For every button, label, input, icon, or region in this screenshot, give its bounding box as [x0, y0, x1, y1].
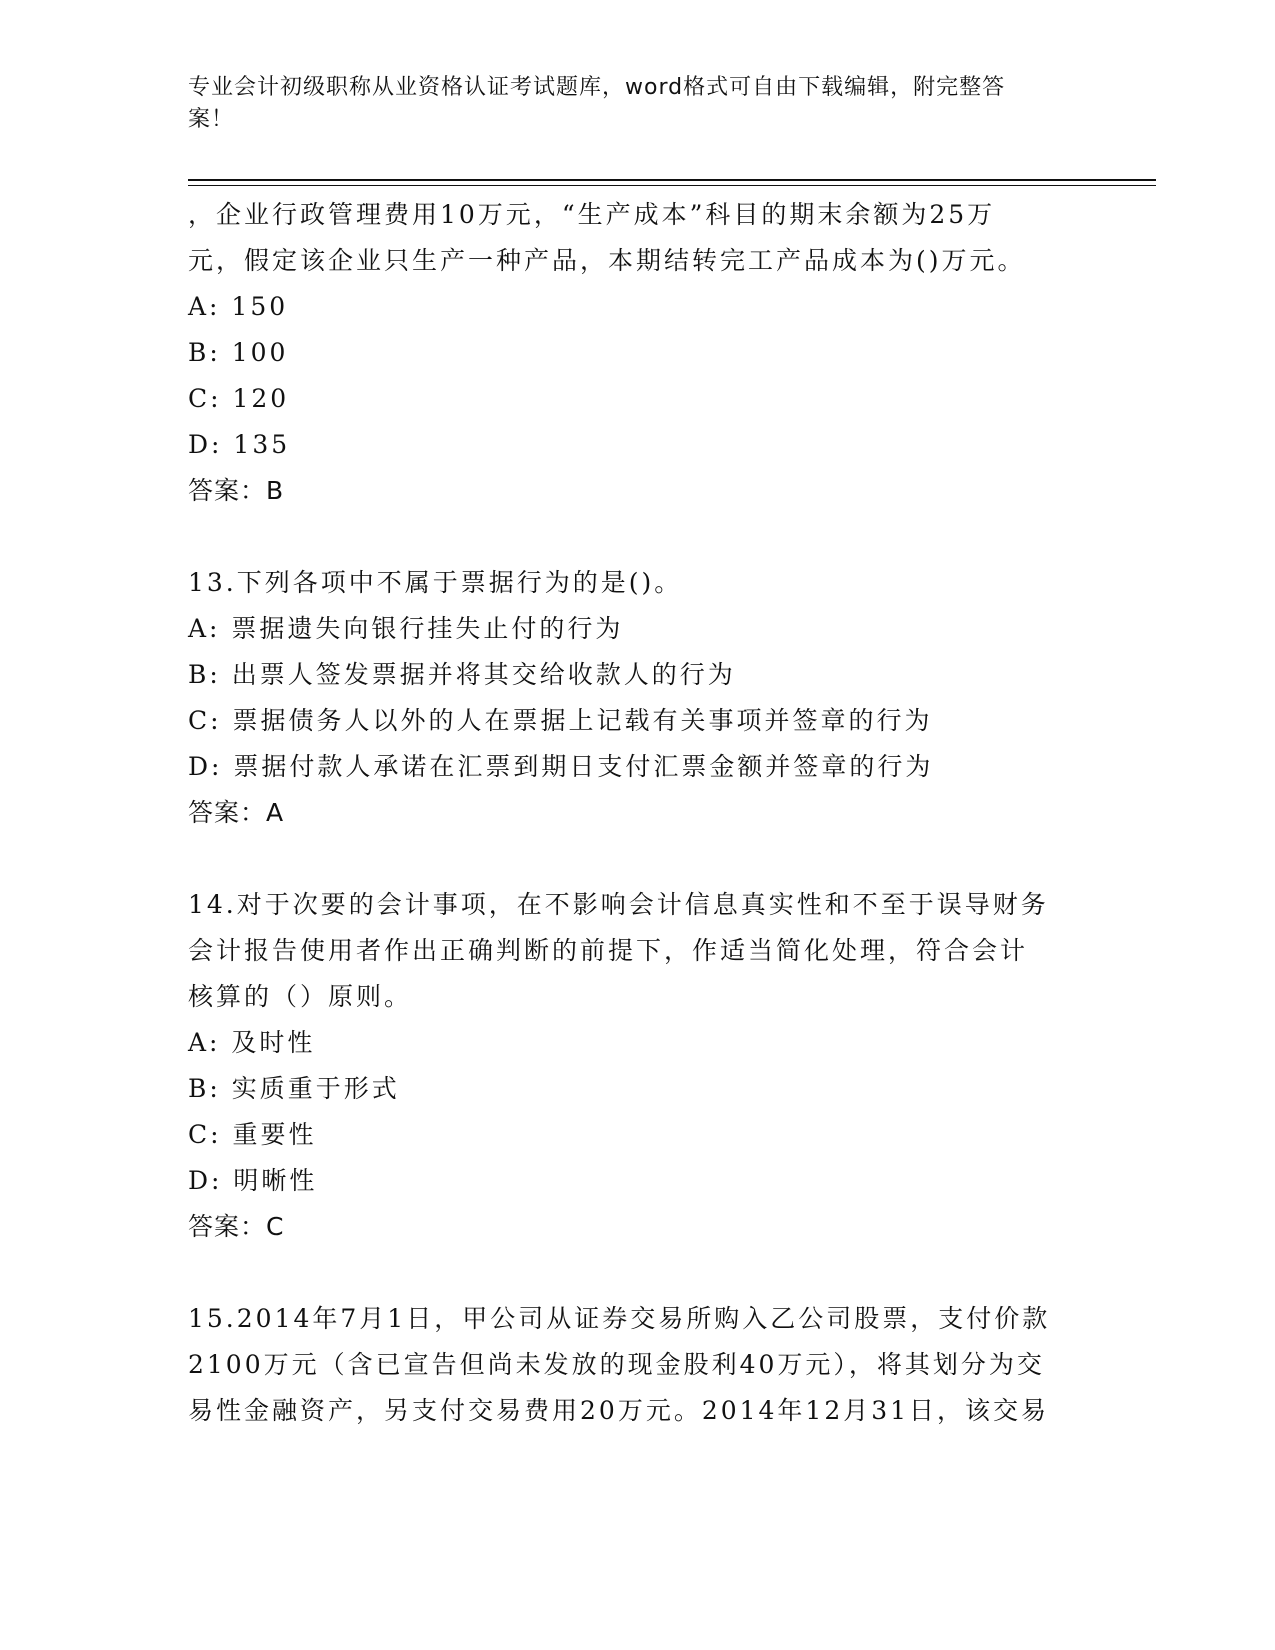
answer-line: 答案：A — [188, 798, 285, 827]
spacer — [188, 1250, 1088, 1296]
header-divider-thin — [188, 185, 1156, 186]
question-14 — [188, 882, 1088, 1250]
header-line-2: 案！ — [188, 107, 235, 132]
question-stem-line: 13.下列各项中不属于票据行为的是()。 — [188, 568, 683, 597]
header-divider-thick — [188, 179, 1156, 181]
option-b: B: 100 — [188, 338, 289, 367]
question-stem-line: ，企业行政管理费用10万元，“生产成本”科目的期末余额为25万 — [188, 200, 996, 229]
option-c: C: 重要性 — [188, 1120, 317, 1149]
option-a: A: 及时性 — [188, 1028, 316, 1057]
question-stem-line: 元，假定该企业只生产一种产品，本期结转完工产品成本为()万元。 — [188, 246, 1026, 275]
spacer — [188, 514, 1088, 560]
option-d: D: 票据付款人承诺在汇票到期日支付汇票金额并签章的行为 — [188, 752, 934, 781]
question-stem-line: 15.2014年7月1日，甲公司从证券交易所购入乙公司股票，支付价款 — [188, 1304, 1051, 1333]
answer-line: 答案：B — [188, 476, 285, 505]
option-b: B: 出票人签发票据并将其交给收款人的行为 — [188, 660, 736, 689]
document-header — [188, 72, 1068, 136]
option-d: D: 135 — [188, 430, 291, 459]
answer-line: 答案：C — [188, 1212, 285, 1241]
option-c: C: 票据债务人以外的人在票据上记载有关事项并签章的行为 — [188, 706, 933, 735]
spacer — [188, 836, 1088, 882]
option-b: B: 实质重于形式 — [188, 1074, 400, 1103]
option-c: C: 120 — [188, 384, 290, 413]
question-stem-line: 2100万元（含已宣告但尚未发放的现金股利40万元），将其划分为交 — [188, 1350, 1045, 1379]
question-stem-line: 易性金融资产，另支付交易费用20万元。2014年12月31日，该交易 — [188, 1396, 1050, 1425]
option-a: A: 150 — [188, 292, 289, 321]
question-13 — [188, 560, 1088, 836]
question-list — [188, 192, 1088, 1434]
question-12 — [188, 192, 1088, 514]
option-d: D: 明晰性 — [188, 1166, 318, 1195]
question-15 — [188, 1296, 1088, 1434]
question-stem-line: 会计报告使用者作出正确判断的前提下，作适当简化处理，符合会计 — [188, 936, 1029, 965]
question-stem-line: 14.对于次要的会计事项，在不影响会计信息真实性和不至于误导财务 — [188, 890, 1049, 919]
question-stem-line: 核算的（）原则。 — [188, 982, 413, 1011]
option-a: A: 票据遗失向银行挂失止付的行为 — [188, 614, 624, 643]
header-line-1: 专业会计初级职称从业资格认证考试题库，word格式可自由下载编辑，附完整答 — [188, 75, 1006, 100]
